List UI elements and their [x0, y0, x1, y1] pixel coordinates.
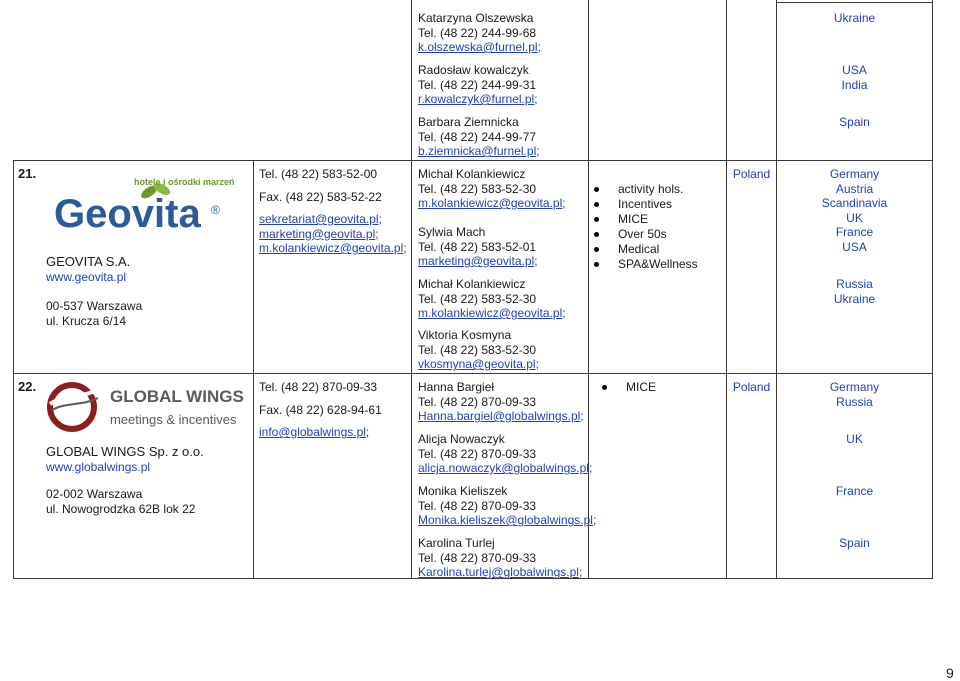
logo-brand: GLOBAL WINGS — [110, 387, 244, 406]
table-border — [13, 160, 14, 579]
contact-email-link[interactable]: m.kolankiewicz@geovita.pl — [418, 306, 563, 320]
market-list — [777, 277, 932, 306]
contact-name: Karolina Turlej — [418, 536, 495, 550]
logo-tagline: meetings & incentives — [110, 412, 237, 427]
contact-email-link[interactable]: vkosmyna@geovita.pl — [418, 357, 536, 371]
market-item: Spain — [839, 115, 870, 129]
contact-block: Alicja Nowaczyk Tel. (48 22) 870-09-33 alicja.nowaczyk@globalwings.pl; — [418, 432, 593, 475]
activity-item: activity hols. — [594, 182, 698, 197]
market-item: Germany — [829, 167, 880, 181]
email-link[interactable]: m.kolankiewicz@geovita.pl — [259, 241, 404, 255]
contact-block: Karolina Turlej Tel. (48 22) 870-09-33 Karolina.turlej@globalwings.pl; — [418, 536, 583, 579]
contact-block: Sylwia Mach Tel. (48 22) 583-52-01 marketing@geovita.pl; — [418, 225, 538, 268]
contact-tel: Tel. (48 22) 583-52-01 — [418, 239, 537, 254]
activity-item: SPA&Wellness — [594, 257, 698, 272]
market-list — [777, 536, 932, 551]
market-list — [777, 167, 932, 254]
market-list — [777, 380, 932, 409]
activity-item: Medical — [594, 242, 698, 257]
email-link[interactable]: sekretariat@geovita.pl — [259, 212, 379, 226]
table-border — [411, 0, 412, 579]
company-tel: Tel. (48 22) 870-09-33 — [259, 380, 378, 394]
contact-name: Barbara Ziemnicka — [418, 115, 519, 129]
company-emails: sekretariat@geovita.pl; marketing@geovita.pl; m.kolankiewicz@geovita.pl; — [259, 212, 407, 255]
contact-block: Monika Kieliszek Tel. (48 22) 870-09-33 Monika.kieliszek@globalwings.pl; — [418, 484, 597, 527]
table-border — [13, 373, 933, 374]
company-fax: Fax. (48 22) 583-52-22 — [259, 190, 382, 204]
market-list — [777, 115, 932, 130]
market-item: USA — [842, 239, 867, 254]
market-list — [777, 484, 932, 499]
row-number: 21. — [18, 166, 37, 181]
company-street: ul. Krucza 6/14 — [46, 314, 127, 328]
market-item: Russia — [836, 277, 873, 291]
logo-tagline: hotele i ośrodki marzeń — [134, 177, 235, 187]
contact-email-link[interactable]: r.kowalczyk@furnel.pl — [418, 92, 535, 106]
logo-brand: Geovita — [54, 192, 201, 236]
email-link[interactable]: info@globalwings.pl — [259, 425, 366, 439]
contact-email-link[interactable]: marketing@geovita.pl — [418, 254, 535, 268]
market-item: Ukraine — [833, 291, 876, 306]
contact-name: Katarzyna Olszewska — [418, 11, 534, 25]
contact-email-link[interactable]: k.olszewska@furnel.pl — [418, 40, 538, 54]
market-item: Spain — [839, 536, 870, 550]
market-item: India — [841, 77, 868, 92]
contact-tel: Tel. (48 22) 870-09-33 — [418, 550, 537, 565]
contact-name: Alicja Nowaczyk — [418, 432, 505, 446]
contact-block: Hanna Bargieł Tel. (48 22) 870-09-33 Hanna.bargiel@globalwings.pl; — [418, 380, 584, 423]
market-item: UK — [846, 210, 863, 225]
contact-email-link[interactable]: Monika.kieliszek@globalwings.pl — [418, 513, 593, 527]
row-number: 22. — [18, 379, 37, 394]
company-postcode: 02-002 Warszawa — [46, 487, 143, 501]
country: Poland — [732, 167, 771, 181]
contact-tel: Tel. (48 22) 583-52-30 — [418, 291, 537, 306]
market-list — [777, 63, 932, 92]
market-item: France — [835, 225, 874, 239]
contact-name: Monika Kieliszek — [418, 484, 508, 498]
contact-name: Michał Kolankiewicz — [418, 167, 526, 181]
activity-item: MICE — [594, 212, 698, 227]
contact-tel: Tel. (48 22) 870-09-33 — [418, 394, 537, 409]
market-item: Scandinavia — [821, 196, 888, 210]
market-item: USA — [842, 63, 867, 77]
market-item: Ukraine — [833, 11, 876, 25]
contact-email-link[interactable]: b.ziemnicka@furnel.pl — [418, 144, 537, 158]
contact-tel: Tel. (48 22) 870-09-33 — [418, 498, 537, 513]
company-name: GLOBAL WINGS Sp. z o.o. — [46, 444, 204, 459]
market-item: Russia — [836, 394, 873, 409]
contact-tel: Tel. (48 22) 583-52-30 — [418, 342, 537, 357]
company-fax: Fax. (48 22) 628-94-61 — [259, 403, 382, 417]
company-tel: Tel. (48 22) 583-52-00 — [259, 167, 378, 181]
activity-item: Incentives — [594, 197, 698, 212]
table-border — [13, 160, 933, 161]
activity-list — [594, 182, 698, 272]
page-number: 9 — [946, 665, 954, 681]
contact-block: Michał Kolankiewicz Tel. (48 22) 583-52-30 m.kolankiewicz@geovita.pl; — [418, 167, 566, 210]
contact-email-link[interactable]: Hanna.bargiel@globalwings.pl — [418, 409, 581, 423]
contact-email-link[interactable]: Karolina.turlej@globalwings.pl — [418, 565, 579, 579]
market-list — [777, 11, 932, 26]
company-street: ul. Nowogrodzka 62B lok 22 — [46, 502, 196, 516]
market-item: UK — [846, 432, 863, 446]
contact-name: Sylwia Mach — [418, 225, 486, 239]
contact-name: Radosław kowalczyk — [418, 63, 529, 77]
contact-tel: Tel. (48 22) 244-99-31 — [418, 77, 537, 92]
company-emails: info@globalwings.pl; — [259, 425, 370, 439]
contact-block: Katarzyna Olszewska Tel. (48 22) 244-99-68 k.olszewska@furnel.pl; — [418, 11, 541, 54]
email-link[interactable]: marketing@geovita.pl — [259, 226, 376, 241]
company-postcode: 00-537 Warszawa — [46, 299, 143, 313]
table-border — [726, 0, 727, 579]
geovita-logo — [52, 172, 235, 238]
market-item: Germany — [829, 380, 880, 394]
contact-name: Viktoria Kosmyna — [418, 328, 512, 342]
market-item: Austria — [835, 181, 874, 196]
contact-email-link[interactable]: alicja.nowaczyk@globalwings.pl — [418, 461, 589, 475]
globalwings-logo-graphic — [44, 380, 244, 434]
contact-block: Barbara Ziemnicka Tel. (48 22) 244-99-77 b.ziemnicka@furnel.pl; — [418, 115, 540, 158]
globalwings-logo — [44, 380, 244, 434]
country: Poland — [732, 380, 771, 394]
contact-block: Michał Kolankiewicz Tel. (48 22) 583-52-30 m.kolankiewicz@geovita.pl; — [418, 277, 566, 320]
contact-tel: Tel. (48 22) 583-52-30 — [418, 181, 537, 196]
company-website-link[interactable]: www.geovita.pl — [46, 270, 127, 284]
activity-item: MICE — [602, 380, 656, 395]
contact-email-link[interactable]: m.kolankiewicz@geovita.pl — [418, 196, 563, 210]
contact-tel: Tel. (48 22) 870-09-33 — [418, 446, 537, 461]
table-border — [932, 0, 933, 579]
contact-name: Michał Kolankiewicz — [418, 277, 526, 291]
activity-item: Over 50s — [594, 227, 698, 242]
table-border — [776, 2, 933, 3]
contact-tel: Tel. (48 22) 244-99-68 — [418, 25, 537, 40]
market-item: France — [835, 484, 874, 498]
contact-block: Viktoria Kosmyna Tel. (48 22) 583-52-30 vkosmyna@geovita.pl; — [418, 328, 539, 371]
company-website-link[interactable]: www.globalwings.pl — [46, 460, 151, 474]
company-name: GEOVITA S.A. — [46, 254, 131, 269]
activity-list — [602, 380, 656, 395]
contact-block: Radosław kowalczyk Tel. (48 22) 244-99-31 r.kowalczyk@furnel.pl; — [418, 63, 538, 106]
contact-name: Hanna Bargieł — [418, 380, 495, 394]
logo-reg: ® — [211, 203, 220, 217]
table-border — [253, 160, 254, 579]
market-list — [777, 432, 932, 447]
contact-tel: Tel. (48 22) 244-99-77 — [418, 129, 537, 144]
